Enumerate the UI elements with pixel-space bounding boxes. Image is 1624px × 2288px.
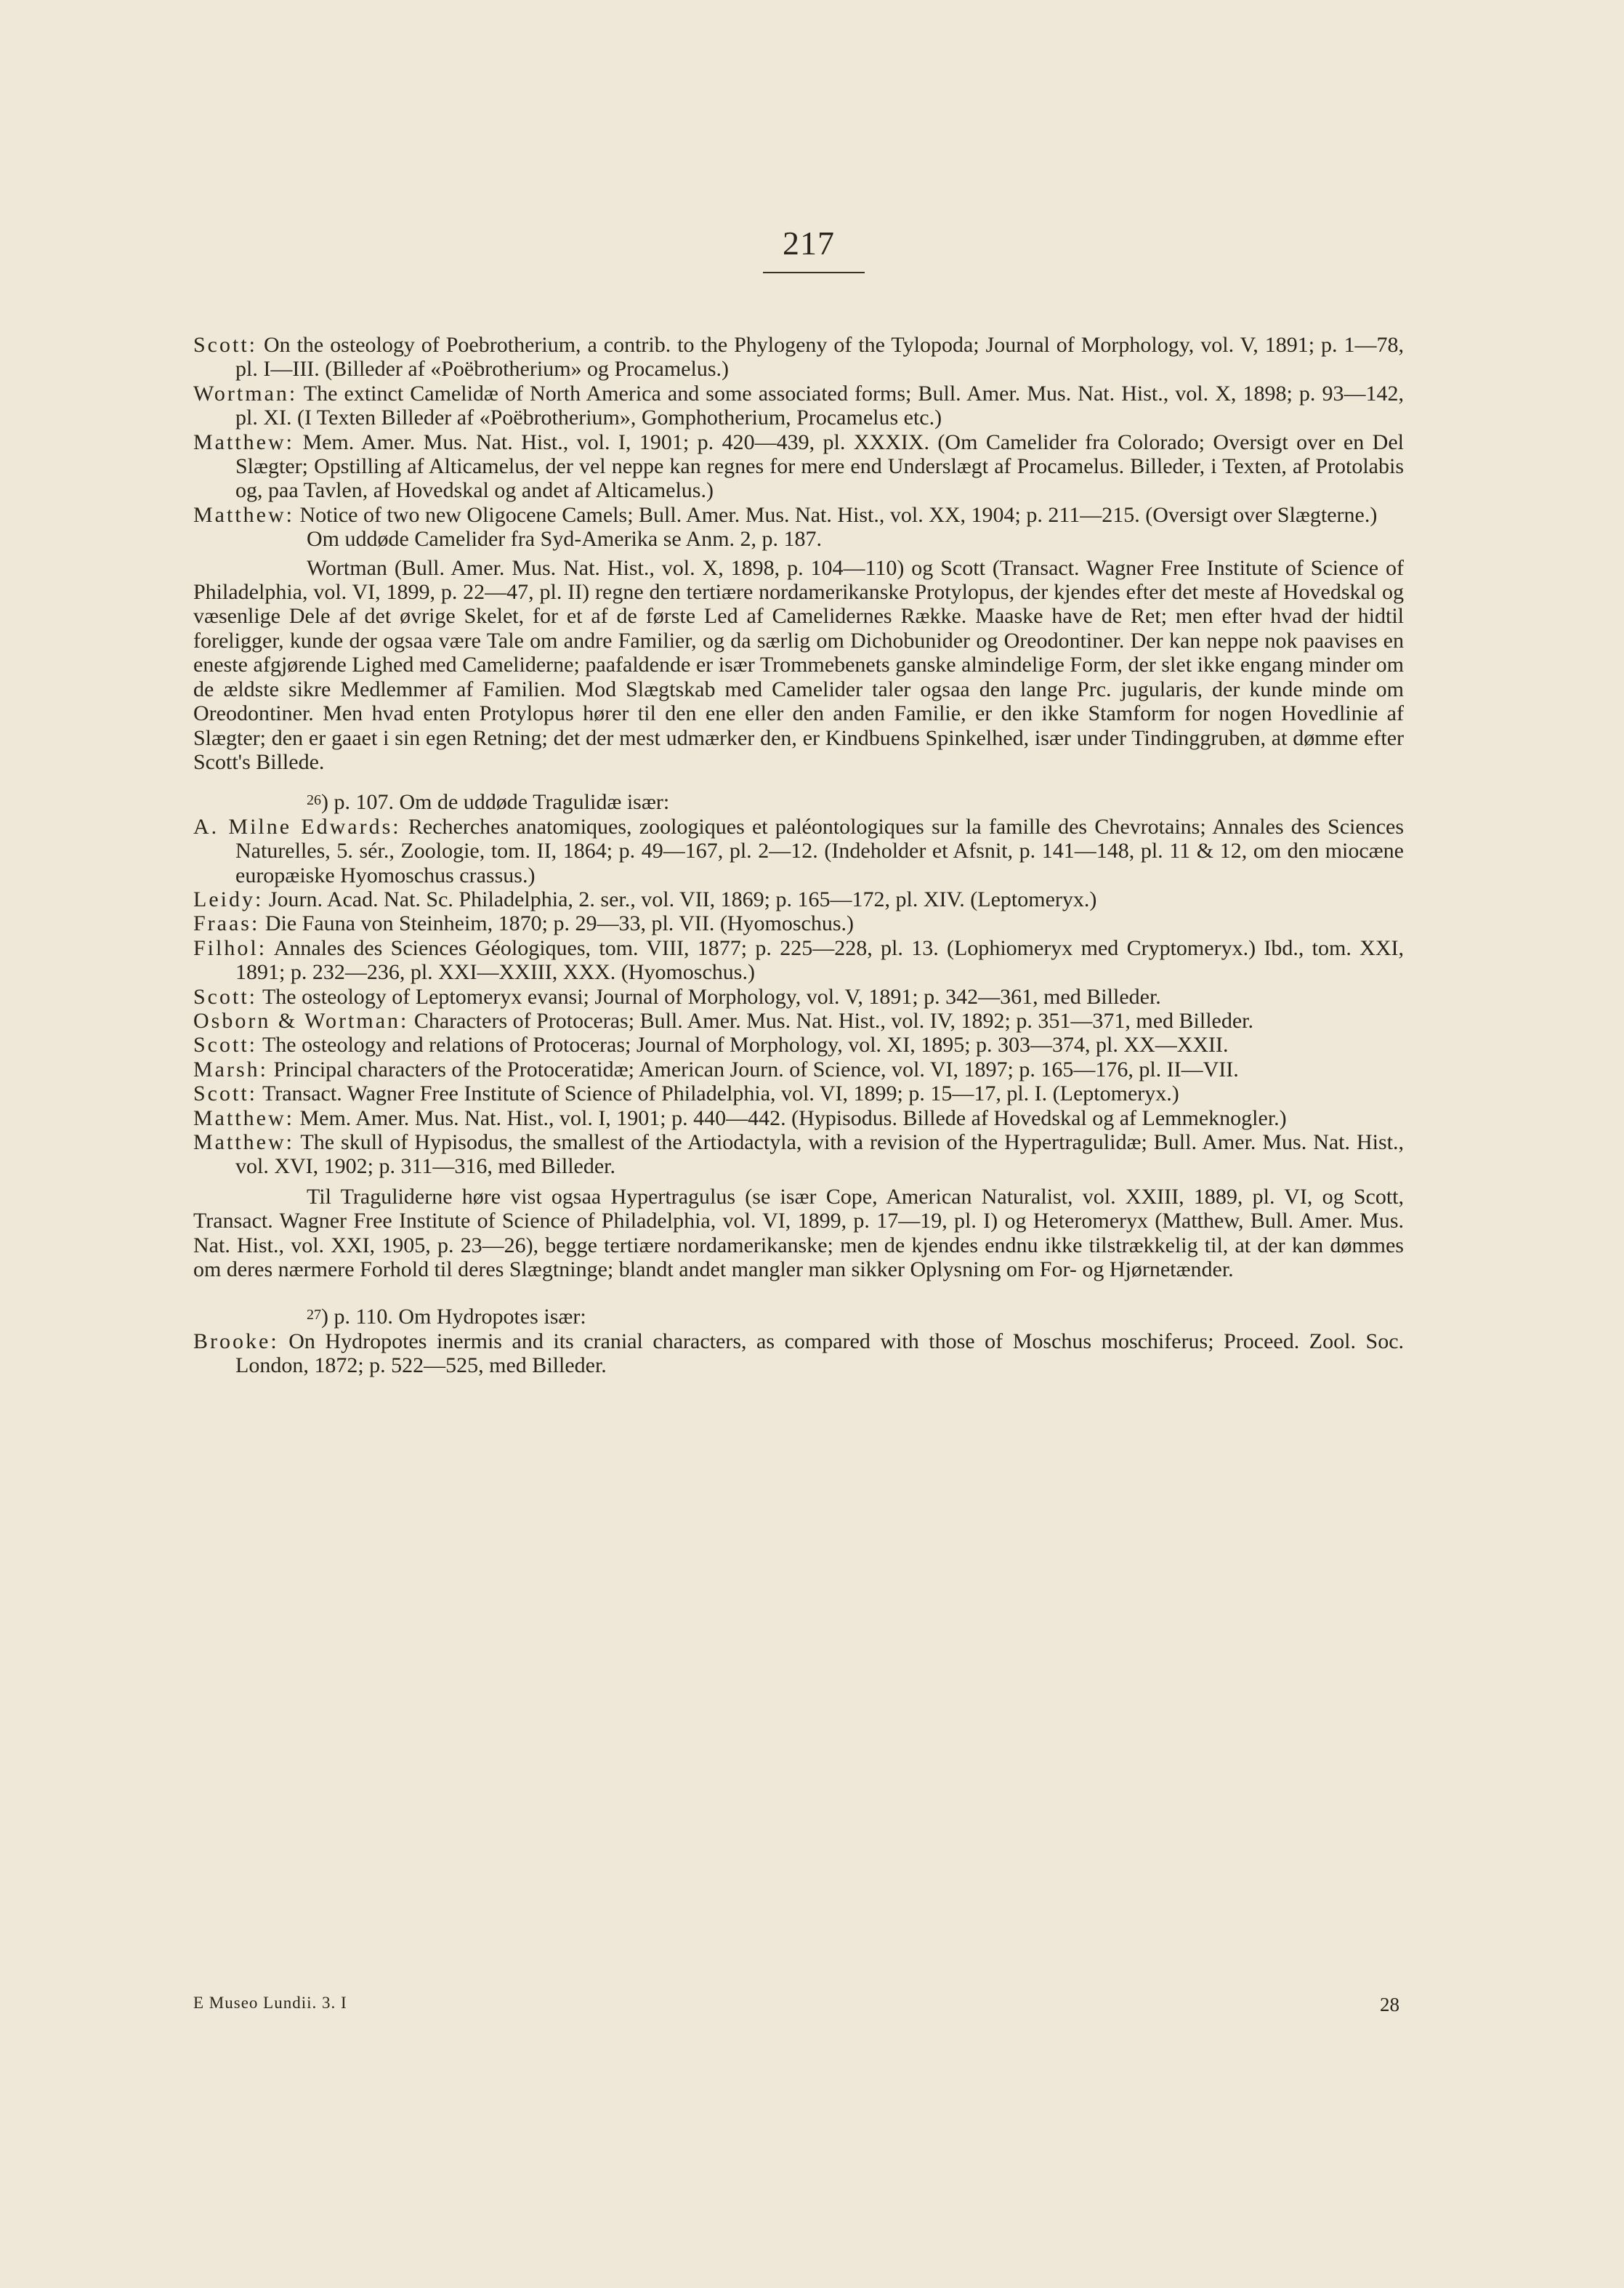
reference-entry — [193, 1081, 1404, 1105]
page-number: 217 — [783, 225, 835, 262]
references-tragulidae — [193, 815, 1404, 1179]
reference-entry — [193, 1058, 1404, 1081]
reference-entry — [193, 1130, 1404, 1179]
footer-signature: 28 — [1380, 1994, 1399, 2015]
reference-text: On Hydropotes inermis and its cranial characters, as compared with those of Moschus moschiferus; Proceed. Zool. Soc. London, 1872; p. 522—525, med Billeder. — [235, 1329, 1405, 1378]
reference-author: Scott: — [193, 984, 258, 1009]
footnote-number: 27 — [307, 1307, 321, 1324]
reference-author: Scott: — [193, 1033, 258, 1058]
reference-author: Scott: — [193, 333, 258, 357]
reference-entry — [193, 887, 1404, 911]
reference-author: Scott: — [193, 1081, 258, 1106]
reference-text: On the osteology of Poebrotherium, a contrib. to the Phylogeny of the Tylopoda; Journal of Morphology, vol. V, 1891; p. 1—78, pl. I—III. (Billeder af «Poëbrotherium» og Procamelus.) — [235, 333, 1404, 382]
reference-entry — [193, 382, 1404, 430]
reference-text: The skull of Hypisodus, the smallest of the Artiodactyla, with a revision of the Hypertragulidæ; Bull. Amer. Mus. Nat. Hist., vol. XVI, 1902; p. 311—316, med Billeder. — [235, 1130, 1404, 1179]
references-camelidae — [193, 333, 1404, 527]
reference-entry — [193, 815, 1404, 887]
reference-text: Notice of two new Oligocene Camels; Bull. Amer. Mus. Nat. Hist., vol. XX, 1904; p. 211—215. (Oversigt over Slægterne.) — [299, 502, 1378, 527]
reference-author: Matthew: — [193, 430, 294, 454]
reference-entry — [193, 1033, 1404, 1057]
note-south-america: Om uddøde Camelider fra Syd-Amerika se Anm. 2, p. 187. — [307, 527, 823, 552]
reference-text: The extinct Camelidæ of North America and some associated forms; Bull. Amer. Mus. Nat. Hist., vol. X, 1898; p. 93—142, pl. XI. (I Texten Billeder af «Poëbrotherium», Gomphotherium, Procamelus etc.) — [235, 381, 1404, 430]
page-footer — [193, 1994, 1399, 2018]
section-title: ) p. 107. Om de uddøde Tragulidæ især: — [321, 790, 670, 815]
reference-author: Wortman: — [193, 381, 298, 406]
reference-text: Mem. Amer. Mus. Nat. Hist., vol. I, 1901; p. 440—442. (Hypisodus. Billede af Hovedskal og af Lemmeknogler.) — [299, 1105, 1287, 1130]
reference-entry — [193, 430, 1404, 503]
reference-entry — [193, 1106, 1404, 1130]
reference-text: Recherches anatomiques, zoologiques et paléontologiques sur la famille des Chevrotains; Annales des Sciences Naturelles, 5. sér., Zoologie, tom. II, 1864; p. 49—167, pl. 2—12. (Indeholder et Afsnit, p. 141—148, pl. 11 & 12, om den miocæne europæiske Hyomoschus crassus.) — [235, 814, 1405, 887]
reference-text: Characters of Protoceras; Bull. Amer. Mus. Nat. Hist., vol. IV, 1892; p. 351—371, med Billeder. — [413, 1008, 1254, 1033]
reference-author: Brooke: — [193, 1329, 279, 1353]
reference-author: Fraas: — [193, 911, 260, 936]
reference-entry — [193, 333, 1404, 382]
reference-author: Matthew: — [193, 1130, 294, 1154]
paragraph-protylopus: Wortman (Bull. Amer. Mus. Nat. Hist., vol. X, 1898, p. 104—110) og Scott (Transact. Wagner Free Institute of Science of Philadelphia, vol. VI, 1899, p. 22—47, pl. II) regne den tertiære nordamerikanske Protylopus, der kjendes efter det meste af Hovedskal og væsenlige Dele af det øvrige Skelet, for et af de første Led af Camelidernes Række. Maaske have de Ret; men efter hvad der hidtil foreligger, kunde der ogsaa være Tale om andre Familier, og da særlig om Dichobunider og Oreodontiner. Der kan neppe nok paavises en eneste afgjørende Lighed med Cameliderne; paafaldende er især Trommebenets ganske almindelige Form, der slet ikke engang minder om de ældste sikre Medlemmer af Familien. Mod Slægtskab med Camelider taler ogsaa den lange Prc. jugularis, der kunde minde om Oreodontiner. Men hvad enten Protylopus hører til den ene eller den anden Familie, er den ikke Stamform for nogen Hovedlinie af Slægter; den er gaaet i sin egen Retning; det der mest udmærker den, er Kindbuens Spinkelhed, især under Tindinggruben, at dømme efter Scott's Billede. — [193, 555, 1404, 774]
footer-series-title: E Museo Lundii. 3. I — [193, 1994, 347, 2012]
reference-text: The osteology and relations of Protoceras; Journal of Morphology, vol. XI, 1895; p. 303—374, pl. XX—XXII. — [262, 1033, 1229, 1058]
section-heading-27 — [193, 1303, 1404, 1329]
reference-text: The osteology of Leptomeryx evansi; Journal of Morphology, vol. V, 1891; p. 342—361, med Billeder. — [262, 984, 1161, 1009]
reference-text: Journ. Acad. Nat. Sc. Philadelphia, 2. ser., vol. VII, 1869; p. 165—172, pl. XIV. (Leptomeryx.) — [268, 887, 1097, 911]
reference-author: Osborn & Wortman: — [193, 1008, 409, 1033]
paragraph-traguliderne: Til Traguliderne høre vist ogsaa Hypertragulus (se især Cope, American Naturalist, vol. XXIII, 1889, pl. VI, og Scott, Transact. Wagner Free Institute of Science of Philadelphia, vol. VI, 1899, p. 17—19, pl. I) og Heteromeryx (Matthew, Bull. Amer. Mus. Nat. Hist., vol. XXI, 1905, p. 23—26), begge tertiære nordamerikanske; men de kjendes endnu ikke tilstrækkelig til, at der kan dømmes om deres nærmere Forhold til deres Slægtninge; blandt andet mangler man sikker Oplysning om For- og Hjørnetænder. — [193, 1184, 1404, 1282]
reference-text: Die Fauna von Steinheim, 1870; p. 29—33, pl. VII. (Hyomoschus.) — [264, 911, 855, 936]
references-hydropotes — [193, 1329, 1404, 1378]
reference-author: Matthew: — [193, 502, 294, 527]
reference-text: Mem. Amer. Mus. Nat. Hist., vol. I, 1901; p. 420—439, pl. XXXIX. (Om Camelider fra Colorado; Oversigt over en Del Slægter; Opstilling af Alticamelus, der vel neppe kan regnes for mere end Underslægt af Procamelus. Billeder, i Texten, af Protolabis og, paa Tavlen, af Hovedskal og andet af Alticamelus.) — [235, 430, 1404, 503]
footnote-number: 26 — [307, 792, 321, 809]
reference-text: Annales des Sciences Géologiques, tom. VIII, 1877; p. 225—228, pl. 13. (Lophiomeryx med Cryptomeryx.) Ibd., tom. XXI, 1891; p. 232—236, pl. XXI—XXIII, XXX. (Hyomoschus.) — [235, 935, 1404, 985]
page-body — [193, 333, 1404, 1378]
reference-text: Transact. Wagner Free Institute of Science of Philadelphia, vol. VI, 1899; p. 15—17, pl. I. (Leptomeryx.) — [262, 1081, 1179, 1106]
reference-entry — [193, 985, 1404, 1009]
section-title: ) p. 110. Om Hydropotes især: — [321, 1305, 586, 1329]
reference-text: Principal characters of the Protoceratidæ; American Journ. of Science, vol. VI, 1897; p. 165—176, pl. II—VII. — [273, 1057, 1239, 1081]
reference-author: Leidy: — [193, 887, 264, 911]
reference-author: A. Milne Edwards: — [193, 814, 401, 839]
reference-entry — [193, 1329, 1404, 1378]
reference-entry — [193, 503, 1404, 527]
reference-author: Marsh: — [193, 1057, 268, 1081]
reference-entry — [193, 911, 1404, 935]
reference-author: Filhol: — [193, 935, 267, 960]
reference-author: Matthew: — [193, 1105, 294, 1130]
reference-entry — [193, 936, 1404, 985]
reference-entry — [193, 1009, 1404, 1033]
page-number-rule — [763, 272, 865, 273]
section-heading-26 — [193, 789, 1404, 814]
